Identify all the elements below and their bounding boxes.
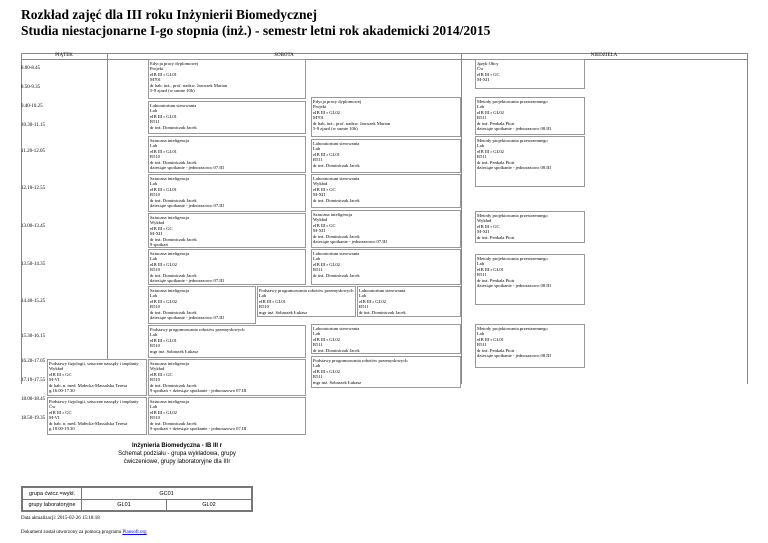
class-block[interactable]: [257, 286, 356, 317]
time-slot: 8.00-8.45: [21, 66, 41, 71]
group-table: [21, 486, 253, 512]
class-block-line: Sztuczna inteligencja: [150, 251, 190, 256]
class-block-line: eIB III r GL02: [150, 298, 177, 304]
class-block-line: dziesiąte spotkanie - jednorazowo 07.III: [150, 203, 224, 209]
class-block-line: Sztuczna inteligencja: [150, 399, 190, 404]
class-block[interactable]: [148, 359, 306, 396]
class-block-line: dr inż. Dominiczak Jacek: [150, 159, 197, 165]
legend-title: Inżynieria Biomedyczna - IB III r: [131, 443, 223, 449]
class-block-line: eIB III r GC: [477, 223, 500, 229]
class-block[interactable]: [475, 324, 585, 368]
class-block-line: 9 spotkań + dziesiąte spotkanie - jednorazowo 07.III: [150, 426, 247, 432]
class-block-line: R510: [150, 343, 160, 349]
class-block-line: dr inż. Dominiczak Jacek: [313, 197, 360, 203]
class-block-line: R511: [313, 157, 323, 163]
class-block[interactable]: [311, 249, 461, 285]
class-block-line: R511: [477, 115, 487, 121]
group-row-label: grupy laboratoryjne: [22, 499, 82, 511]
class-block-line: g.16.00-17.30: [49, 388, 75, 394]
class-block-line: Wykład: [150, 366, 165, 372]
class-block-line: 5-9 zjazd (w sumie 10h): [313, 126, 358, 132]
class-block-line: Ćw: [49, 404, 56, 410]
class-block-line: R510: [150, 304, 160, 310]
class-block[interactable]: [357, 286, 461, 317]
class-block-line: dr inż. Dominiczak Jacek: [150, 272, 197, 278]
class-block-line: dr inż. Dominiczak Jacek: [313, 233, 360, 239]
class-block-line: dr hab. inż., prof. nadzw. Jaroszek Marian: [150, 82, 228, 88]
class-block-line: dr hab. inż., prof. nadzw. Jaroszek Marian: [313, 120, 391, 126]
class-block-line: Lab: [313, 146, 321, 152]
class-block-line: eIB III r GL02: [313, 368, 340, 374]
class-block-line: dziesiąte spotkanie - jednorazowo 08.III: [477, 283, 551, 289]
class-block-line: dr inż. Penkala Piotr: [477, 277, 515, 283]
class-block-line: dziesiąte spotkanie - jednorazowo 07.III: [313, 239, 387, 245]
class-block-line: eIB III r GC: [313, 222, 336, 228]
class-block-line: R511: [477, 154, 487, 160]
class-block-line: Edycja pracy dyplomowej: [313, 99, 362, 104]
time-slot: 18.50-19.35: [21, 416, 46, 421]
class-block-line: eIB III r GL02: [313, 109, 340, 115]
class-block-line: eIB III r GL01: [150, 113, 177, 119]
class-block-line: Wykład: [313, 181, 328, 187]
class-block-line: Lab: [477, 331, 485, 337]
class-block-line: mgr inż. Sobaszek Łukasz: [150, 348, 199, 354]
class-block-line: Lab: [150, 332, 158, 338]
class-block-line: dr inż. Dominiczak Jacek: [313, 272, 360, 278]
class-block-line: mgr inż. Sobaszek Łukasz: [259, 309, 308, 315]
class-block-line: Sztuczna inteligencja: [150, 176, 190, 181]
class-block-line: eIB III r GL01: [477, 266, 504, 272]
grid-fri-line: [107, 53, 108, 384]
class-block-line: mgr inż. Sobaszek Łukasz: [313, 379, 362, 385]
class-block-line: eIB III r GC: [150, 225, 173, 231]
class-block-line: dr hab. n. med. Małecka-Massalska Teresa: [49, 382, 128, 388]
class-block-line: R511: [477, 342, 487, 348]
class-block-line: M-XII: [150, 231, 162, 237]
class-block-line: Lab: [150, 256, 158, 262]
class-block-line: dziesiąte spotkanie - jednorazowo 07.III: [150, 165, 224, 171]
class-block-line: dr inż. Dominiczak Jacek: [150, 236, 197, 242]
class-block-line: dr inż. Dominiczak Jacek: [313, 162, 360, 168]
class-block[interactable]: [311, 139, 461, 173]
class-block-line: dr inż. Dominiczak Jacek: [313, 347, 360, 353]
class-block-line: eIB III r GL01: [150, 337, 177, 343]
class-block-line: Laboratorium sterowania: [313, 251, 360, 256]
class-block[interactable]: [148, 249, 306, 285]
class-block-line: Projekt: [313, 104, 327, 110]
class-block-line: eIB III r GL02: [150, 261, 177, 267]
class-block-line: Laboratorium sterowania: [313, 326, 360, 331]
class-block-line: Sztuczna inteligencja: [150, 361, 190, 366]
class-block-line: M-XII: [313, 228, 325, 234]
class-block[interactable]: [148, 286, 256, 324]
time-slot: 8.50-9.35: [21, 85, 41, 90]
class-block-line: eIB III r GL02: [313, 336, 340, 342]
class-block-line: Sztuczna inteligencja: [150, 215, 190, 220]
class-block-line: R511: [150, 119, 160, 125]
class-block-line: M-VI: [49, 377, 60, 383]
class-block-line: Wykład: [477, 218, 492, 224]
class-block-line: Lab: [313, 256, 321, 262]
class-block-line: eIB III r GL01: [313, 151, 340, 157]
class-block-line: eIB III r GL02: [359, 298, 386, 304]
class-block-line: M701: [150, 77, 161, 83]
class-block-line: dr inż. Dominiczak Jacek: [150, 420, 197, 426]
class-block-line: eIB III r GC: [150, 371, 173, 377]
update-date: Data aktualizacji: 2015-02-26 15:18:18: [21, 516, 100, 521]
class-block[interactable]: [311, 210, 461, 248]
class-block-line: R510: [150, 415, 160, 421]
class-block[interactable]: [148, 325, 306, 358]
grid-header-line: [21, 59, 747, 60]
class-block-line: Projekt: [150, 66, 164, 72]
class-block-line: eIB III r GL01: [477, 336, 504, 342]
class-block-line: Metody projektowania przestrzennego: [477, 213, 548, 218]
class-block-line: Laboratorium sterowania: [313, 141, 360, 146]
class-block-line: Wykład: [313, 217, 328, 223]
class-block-line: Lab: [477, 143, 485, 149]
class-block-line: dr inż. Penkala Piotr: [477, 159, 515, 165]
class-block-line: Sztuczna inteligencja: [313, 212, 353, 217]
class-block-line: eIB III r GL02: [477, 109, 504, 115]
class-block-line: Podstawy programowania robotów przemysłowych: [150, 327, 245, 332]
time-slot: 13.50-14.35: [21, 262, 46, 267]
class-block-line: eIB III r GL01: [259, 298, 286, 304]
class-block-line: Podstawy fizjologii, sztuczne narządy i implanty: [49, 399, 139, 404]
class-block[interactable]: [148, 136, 306, 173]
class-block-line: M701: [313, 115, 324, 121]
day-header-sunday: NIEDZIELA: [590, 53, 618, 58]
class-block-line: R510: [150, 192, 160, 198]
class-block-line: dziesiąte spotkanie - jednorazowo 08.III: [477, 353, 551, 359]
grid-right-line: [747, 53, 748, 384]
group-cell: GC01: [81, 487, 252, 500]
class-block-line: Lab: [259, 293, 267, 299]
class-block-line: M-XII: [313, 192, 325, 198]
class-block-line: dr inż. Penkala Piotr: [477, 347, 515, 353]
class-block-line: Laboratorium sterowania: [313, 176, 360, 181]
page-subtitle: Studia niestacjonarne I-go stopnia (inż.) - semestr letni rok akademicki 2014/2015: [21, 23, 491, 38]
class-block-line: eIB III r GC: [477, 71, 500, 77]
time-slot: 18.00-18.45: [21, 397, 46, 402]
class-block-line: R510: [150, 154, 160, 160]
class-block-line: Wykład: [49, 366, 64, 372]
class-block-line: dr inż. Dominiczak Jacek: [150, 309, 197, 315]
class-block-line: M-XII: [477, 229, 489, 235]
generated-text: Dokument został utworzony za pomocą programu: [21, 530, 122, 535]
class-block-line: Laboratorium sterowania: [150, 103, 197, 108]
class-block-line: Język Obcy: [477, 61, 499, 66]
class-block-line: Podstawy fizjologii, sztuczne narządy i implanty: [49, 361, 139, 366]
class-block-line: Lab: [150, 293, 158, 299]
class-block-line: Lab: [477, 261, 485, 267]
class-block-line: Metody projektowania przestrzennego: [477, 326, 548, 331]
class-block-line: dr inż. Dominiczak Jacek: [150, 124, 197, 130]
legend-line: Schemat podziału - grupa wykładowa, grupy: [118, 451, 236, 457]
class-block-line: Lab: [477, 104, 485, 110]
class-block[interactable]: [148, 101, 306, 134]
time-slot: 9.40-10.25: [21, 104, 43, 109]
time-slot: 15.30-16.15: [21, 334, 46, 339]
class-block-line: eIB III r GL02: [477, 148, 504, 154]
class-block-line: dr inż. Penkala Piotr: [477, 120, 515, 126]
class-block-line: Laboratorium sterowania: [359, 288, 406, 293]
class-block[interactable]: [475, 254, 585, 305]
class-block-line: 9 spotkań: [150, 242, 168, 248]
class-block-line: dr inż. Dominiczak Jacek: [150, 197, 197, 203]
class-block[interactable]: [311, 356, 461, 388]
class-block-line: 5-9 zjazd (w sumie 10h): [150, 88, 195, 94]
class-block-line: dr inż. Dominiczak Jacek: [150, 382, 197, 388]
class-block[interactable]: [475, 136, 585, 187]
class-block-line: Podstawy programowania robotów przemysłowych: [313, 358, 408, 363]
class-block-line: eIB III r GL01: [150, 186, 177, 192]
class-block[interactable]: [311, 324, 461, 354]
class-block-line: eIB III r GC: [313, 186, 336, 192]
class-block[interactable]: [148, 59, 306, 99]
class-block-line: Lab: [150, 108, 158, 114]
class-block-line: eIB III r GL01: [150, 148, 177, 154]
time-slot: 17.10-17.55: [21, 378, 46, 383]
class-block-line: eIB III r GL02: [313, 261, 340, 267]
class-block-line: Lab: [313, 363, 321, 369]
class-block-line: dr inż. Dominiczak Jacek: [359, 309, 406, 315]
class-block-line: dziesiąte spotkanie - jednorazowo 08.III: [477, 126, 551, 132]
group-cell: GL02: [166, 499, 252, 511]
class-block-line: Sztuczna inteligencja: [150, 288, 190, 293]
class-block-line: R510: [259, 304, 269, 310]
class-block-line: Metody projektowania przestrzennego: [477, 99, 548, 104]
class-block-line: 9 spotkań + dziesiąte spotkanie - jednorazowo 07.III: [150, 388, 247, 394]
time-slot: 16.20-17.05: [21, 359, 46, 364]
class-block-line: eIB III r GC: [49, 371, 72, 377]
class-block-line: dziesiąte spotkanie - jednorazowo 07.III: [150, 278, 224, 284]
class-block-line: Sztuczna inteligencja: [150, 138, 190, 143]
class-block-line: dziesiąte spotkanie - jednorazowo 08.III: [477, 165, 551, 171]
class-block[interactable]: [148, 213, 306, 248]
class-block-line: g.18.00-19.30: [49, 426, 75, 432]
class-block-line: R511: [313, 267, 323, 273]
time-slot: 13.00-13.45: [21, 224, 46, 229]
class-block-line: Metody projektowania przestrzennego: [477, 256, 548, 261]
group-row-label: grupa ćwicz.=wykł.: [22, 487, 82, 500]
class-block-line: R510: [150, 267, 160, 273]
class-block-line: Podstawy programowania robotów przemysłowych: [259, 288, 354, 293]
time-slot: 12.10-12.55: [21, 186, 46, 191]
class-block[interactable]: [311, 174, 461, 208]
class-block[interactable]: [475, 97, 585, 135]
group-legend: [52, 442, 302, 466]
class-block-line: R511: [313, 342, 323, 348]
class-block-line: R511: [359, 304, 369, 310]
class-block-line: R511: [313, 374, 323, 380]
class-block-line: R511: [477, 272, 487, 278]
day-header-friday: PIĄTEK: [55, 53, 73, 58]
time-slot: 11.20-12.05: [21, 149, 45, 154]
class-block-line: Wykład: [150, 220, 165, 226]
class-block-line: M-XII: [477, 77, 489, 83]
class-block-line: Lab: [150, 404, 158, 410]
legend-line: ćwiczeniowe, grupy laboratoryjne dla IIIr: [123, 459, 231, 465]
day-header-saturday: SOBOTA: [274, 53, 294, 58]
class-block-line: Lab: [150, 181, 158, 187]
class-block[interactable]: [475, 59, 585, 89]
time-slot: 14.40-15.25: [21, 299, 46, 304]
class-block-line: eIB III r GL01: [150, 71, 177, 77]
class-block-line: Lab: [359, 293, 367, 299]
class-block[interactable]: [148, 397, 306, 435]
class-block-line: eIB III r GC: [49, 409, 72, 415]
group-cell: GL01: [81, 499, 167, 511]
class-block[interactable]: [148, 174, 306, 212]
class-block-line: dr inż. Penkala Piotr: [477, 234, 515, 240]
class-block-line: R510: [150, 377, 160, 383]
class-block-line: dziesiąte spotkanie - jednorazowo 07.III: [150, 315, 224, 321]
class-block-line: Lab: [150, 143, 158, 149]
page-title: Rozkład zajęć dla III roku Inżynierii Biomedycznej: [21, 7, 317, 22]
class-block-line: Edycja pracy dyplomowej: [150, 61, 199, 66]
class-block-line: Lab: [313, 331, 321, 337]
class-block[interactable]: [47, 397, 147, 435]
class-block-line: Metody projektowania przestrzennego: [477, 138, 548, 143]
class-block-line: eIB III r GL02: [150, 409, 177, 415]
grid-sat-line: [461, 53, 462, 384]
class-block[interactable]: [311, 97, 461, 137]
generated-note: [21, 530, 147, 536]
class-block[interactable]: [475, 211, 585, 243]
class-block-line: dr hab. n. med. Małecka-Massalska Teresa: [49, 420, 128, 426]
class-block-line: M-VI: [49, 415, 60, 421]
class-block[interactable]: [47, 359, 147, 396]
class-block-line: Ćw: [477, 66, 484, 72]
plansoft-link[interactable]: Plansoft.org: [122, 530, 147, 535]
time-slot: 10.30-11.15: [21, 123, 45, 128]
